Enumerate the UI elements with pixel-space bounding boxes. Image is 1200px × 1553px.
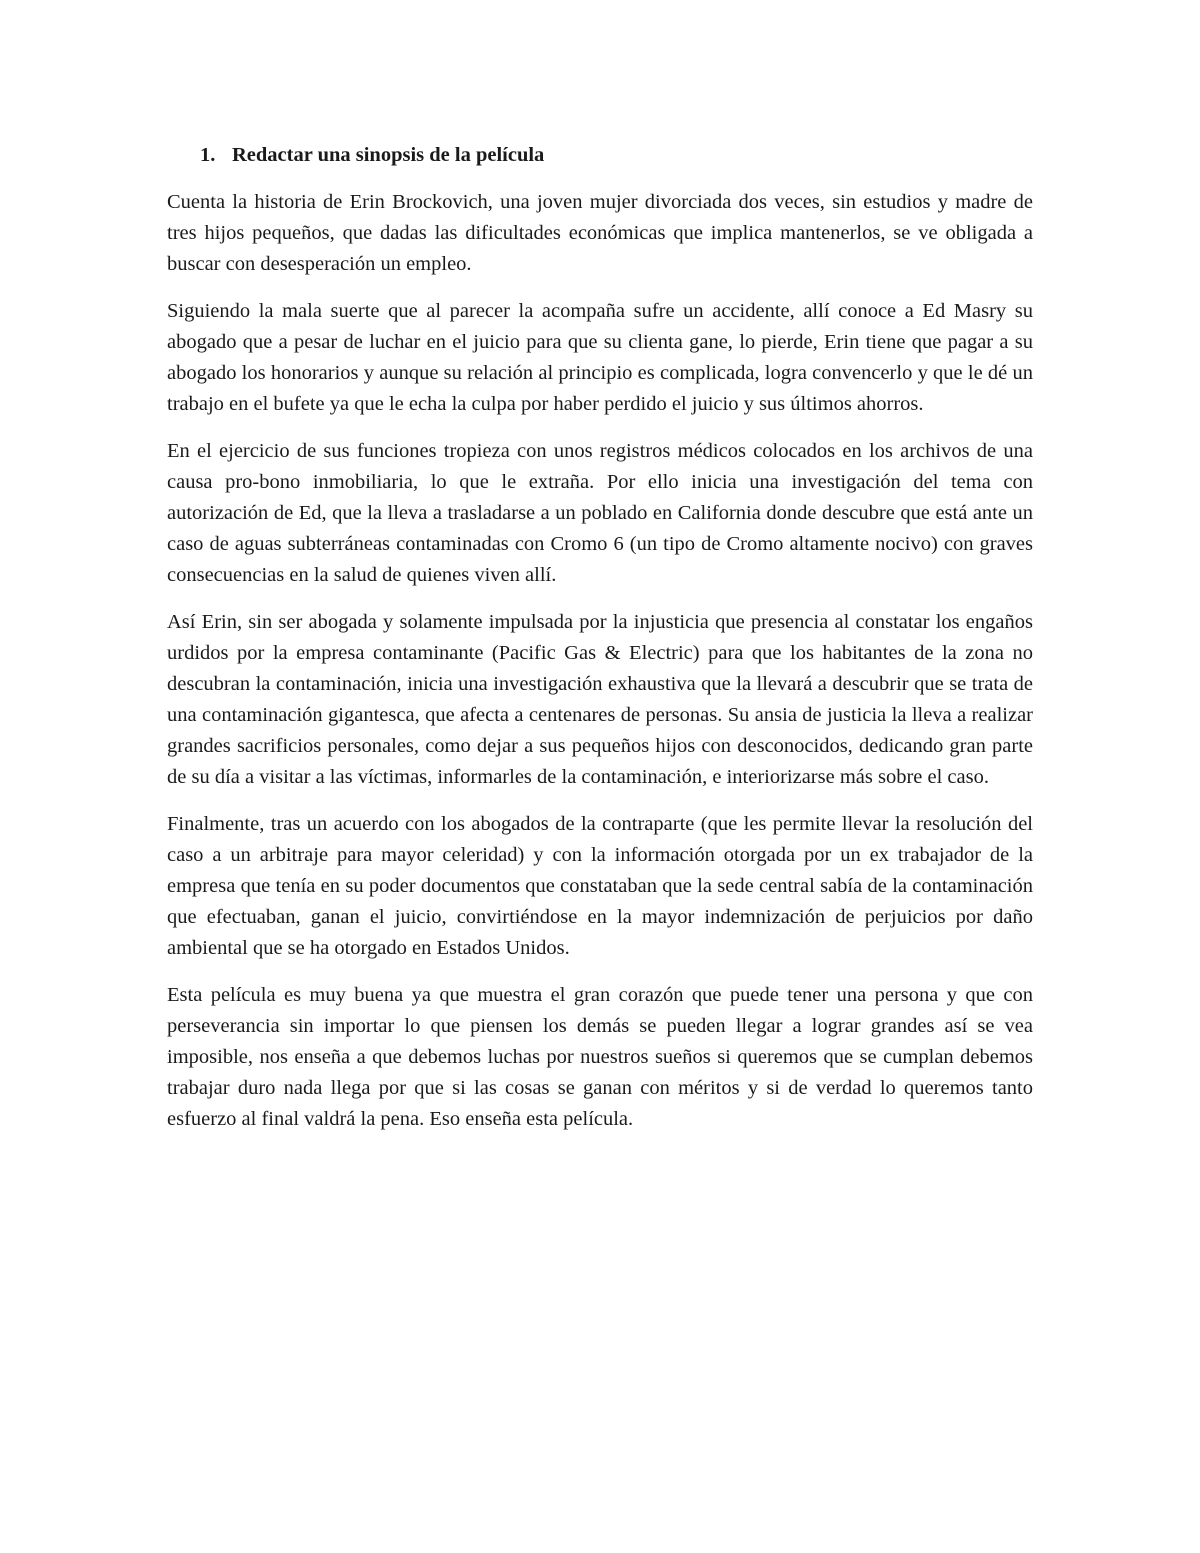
- paragraph-5: Finalmente, tras un acuerdo con los abogados de la contraparte (que les permite llevar la resolución del caso a un arbitraje para mayor celeridad) y con la información otorgada por un ex trabajador de la empresa que tenía en su poder documentos que constataban que la sede central sabía de la contaminación que efectuaban, ganan el juicio, convirtiéndose en la mayor indemnización de perjuicios por daño ambiental que se ha otorgado en Estados Unidos.: [167, 813, 1033, 959]
- heading-text: Redactar una sinopsis de la película: [232, 144, 545, 166]
- paragraph-2: Siguiendo la mala suerte que al parecer la acompaña sufre un accidente, allí conoce a Ed Masry su abogado que a pesar de luchar en el juicio para que su clienta gane, lo pierde, Erin tiene que pagar a su abogado los honorarios y aunque su relación al principio es complicada, logra convencerlo y que le dé un trabajo en el bufete ya que le echa la culpa por haber perdido el juicio y sus últimos ahorros.: [167, 300, 1033, 415]
- paragraph-4: Así Erin, sin ser abogada y solamente impulsada por la injusticia que presencia al constatar los engaños urdidos por la empresa contaminante (Pacific Gas & Electric) para que los habitantes de la zona no descubran la contaminación, inicia una investigación exhaustiva que la llevará a descubrir que se trata de una contaminación gigantesca, que afecta a centenares de personas. Su ansia de justicia la lleva a realizar grandes sacrificios personales, como dejar a sus pequeños hijos con desconocidos, dedicando gran parte de su día a visitar a las víctimas, informarles de la contaminación, e interiorizarse más sobre el caso.: [167, 611, 1033, 788]
- paragraph-3: En el ejercicio de sus funciones tropieza con unos registros médicos colocados en los archivos de una causa pro-bono inmobiliaria, lo que le extraña. Por ello inicia una investigación del tema con autorización de Ed, que la lleva a trasladarse a un poblado en California donde descubre que está ante un caso de aguas subterráneas contaminadas con Cromo 6 (un tipo de Cromo altamente nocivo) con graves consecuencias en la salud de quienes viven allí.: [167, 440, 1033, 586]
- document-body: [167, 140, 1033, 1151]
- paragraph-6: Esta película es muy buena ya que muestra el gran corazón que puede tener una persona y que con perseverancia sin importar lo que piensen los demás se pueden llegar a lograr grandes así se vea imposible, nos enseña a que debemos luchas por nuestros sueños si queremos que se cumplan debemos trabajar duro nada llega por que si las cosas se ganan con méritos y si de verdad lo queremos tanto esfuerzo al final valdrá la pena. Eso enseña esta película.: [167, 984, 1033, 1130]
- heading-number: 1.: [200, 144, 216, 166]
- section-heading: [167, 140, 1033, 171]
- paragraph-1: Cuenta la historia de Erin Brockovich, una joven mujer divorciada dos veces, sin estudios y madre de tres hijos pequeños, que dadas las dificultades económicas que implica mantenerlos, se ve obligada a buscar con desesperación un empleo.: [167, 191, 1033, 275]
